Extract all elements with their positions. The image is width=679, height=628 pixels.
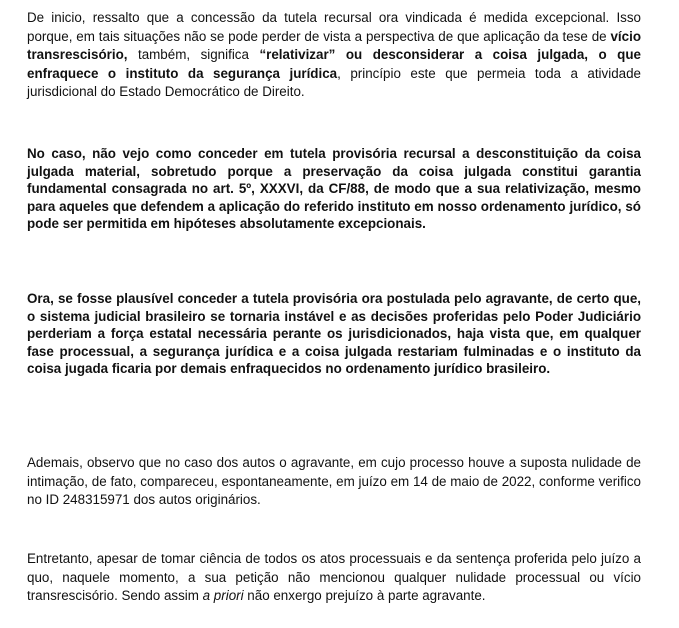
p5-text-2: não enxergo prejuízo à parte agravante. [243, 588, 486, 603]
paragraph-no-prejudice [27, 550, 641, 606]
p1-text-3: , princípio este que permeia toda a atividade jurisdicional do Estado Democrático de Direito. [27, 65, 641, 99]
p1-text-1: De inicio, ressalto que a concessão da tutela recursal ora vindicada é medida excepcional. Isso porque, em tais situações não se pode perder de vista a perspectiva de que aplicação da tese de [27, 10, 641, 44]
paragraph-appearance: Ademais, observo que no caso dos autos o agravante, em cujo processo houve a suposta nulidade de intimação, de fato, compareceu, espontaneamente, em juízo em 14 de maio de 2022, conforme verifico no ID 248315971 dos autos originários. [27, 455, 641, 507]
p1-bold-vicio: vício transrescisório, [27, 28, 641, 62]
p1-bold-relativizar: “relativizar” ou desconsiderar a coisa julgada, o que enfraquece o instituto da segurança jurídica [27, 47, 641, 81]
p5-italic-a-priori: a priori [202, 588, 244, 603]
paragraph-exceptional-measure [27, 9, 641, 102]
paragraph-coisa-julgada: No caso, não vejo como conceder em tutela provisória recursal a desconstituição da coisa julgada material, sobretudo porque a preservação da coisa julgada constitui garantia fundamental consagrada no art. 5º, XXXVI, da CF/88, de modo que a sua relativização, mesmo para aqueles que defendem a aplicação do referido instituto em nosso ordenamento jurídico, só pode ser permitida em hipóteses absolutamente excepcionais. [27, 146, 641, 232]
paragraph-plausibility: Ora, se fosse plausível conceder a tutela provisória ora postulada pelo agravante, de certo que, o sistema judicial brasileiro se tornaria instável e as decisões proferidas pelo Poder Judiciário perderiam a força estatal necessária perante os jurisdicionados, haja vista que, em qualquer fase processual, a segurança jurídica e a coisa julgada restariam fulminadas e o instituto da coisa jugada ficaria por demais enfraquecidos no ordenamento jurídico brasileiro. [27, 291, 641, 377]
p1-text-2: também, significa [127, 47, 260, 62]
p5-text-1: Entretanto, apesar de tomar ciência de todos os atos processuais e da sentença proferida pelo juízo a quo, naquele momento, a sua petição não mencionou qualquer nulidade processual ou vício transrescisório. Sendo assim [27, 551, 641, 603]
